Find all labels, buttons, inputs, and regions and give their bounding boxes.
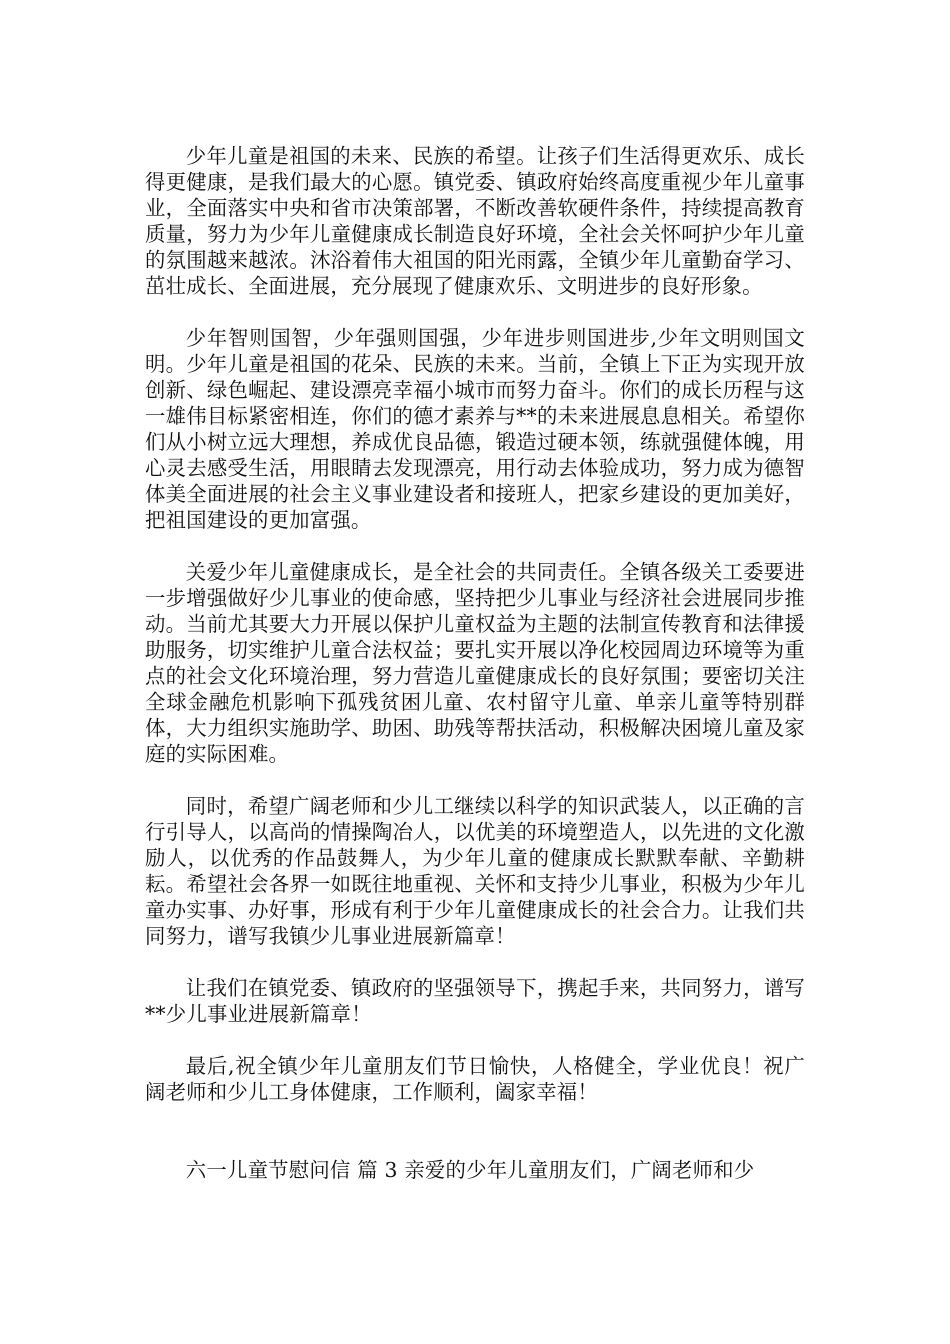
paragraph-6: 最后,祝全镇少年儿童朋友们节日愉快，人格健全，学业优良！祝广阔老师和少儿工身体健康，工作顺利，阖家幸福！ — [145, 1054, 805, 1104]
paragraph-3: 关爱少年儿童健康成长，是全社会的共同责任。全镇各级关工委要进一步增强做好少儿事业的使命感，坚持把少儿事业与经济社会进展同步推动。当前尤其要大力开展以保护儿童权益为主题的法制宣传教育和法律援助服务，切实维护儿童合法权益；要扎实开展以净化校园周边环境等为重点的社会文化环境治理，努力营造儿童健康成长的良好氛围；要密切关注全球金融危机影响下孤残贫困儿童、农村留守儿童、单亲儿童等特别群体，大力组织实施助学、助困、助残等帮扶活动，积极解决困境儿童及家庭的实际困难。 — [145, 560, 805, 766]
document-page — [145, 143, 805, 1183]
paragraph-4: 同时，希望广阔老师和少儿工继续以科学的知识武装人，以正确的言行引导人，以高尚的情操陶冶人，以优美的环境塑造人，以先进的文化激励人，以优秀的作品鼓舞人，为少年儿童的健康成长默默奉献、辛勤耕耘。希望社会各界一如既往地重视、关怀和支持少儿事业，积极为少年儿童办实事、办好事，形成有利于少年儿童健康成长的社会合力。让我们共同努力，谱写我镇少儿事业进展新篇章！ — [145, 794, 805, 948]
paragraph-5: 让我们在镇党委、镇政府的坚强领导下，携起手来，共同努力，谱写**少儿事业进展新篇章！ — [145, 976, 805, 1026]
paragraph-2: 少年智则国智，少年强则国强，少年进步则国进步,少年文明则国文明。少年儿童是祖国的花朵、民族的未来。当前，全镇上下正为实现开放创新、绿色崛起、建设漂亮幸福小城市而努力奋斗。你们的成长历程与这一雄伟目标紧密相连，你们的德才素养与**的未来进展息息相关。希望你们从小树立远大理想，养成优良品德，锻造过硬本领，练就强健体魄，用心灵去感受生活，用眼睛去发现漂亮，用行动去体验成功，努力成为德智体美全面进展的社会主义事业建设者和接班人，把家乡建设的更加美好，把祖国建设的更加富强。 — [145, 326, 805, 532]
paragraph-1: 少年儿童是祖国的未来、民族的希望。让孩子们生活得更欢乐、成长得更健康，是我们最大的心愿。镇党委、镇政府始终高度重视少年儿童事业，全面落实中央和省市决策部署，不断改善软硬件条件，持续提高教育质量，努力为少年儿童健康成长制造良好环境，全社会关怀呵护少年儿童的氛围越来越浓。沐浴着伟大祖国的阳光雨露，全镇少年儿童勤奋学习、茁壮成长、全面进展，充分展现了健康欢乐、文明进步的良好形象。 — [145, 144, 805, 298]
paragraph-7: 六一儿童节慰问信 篇 3 亲爱的少年儿童朋友们，广阔老师和少 — [185, 1158, 755, 1182]
